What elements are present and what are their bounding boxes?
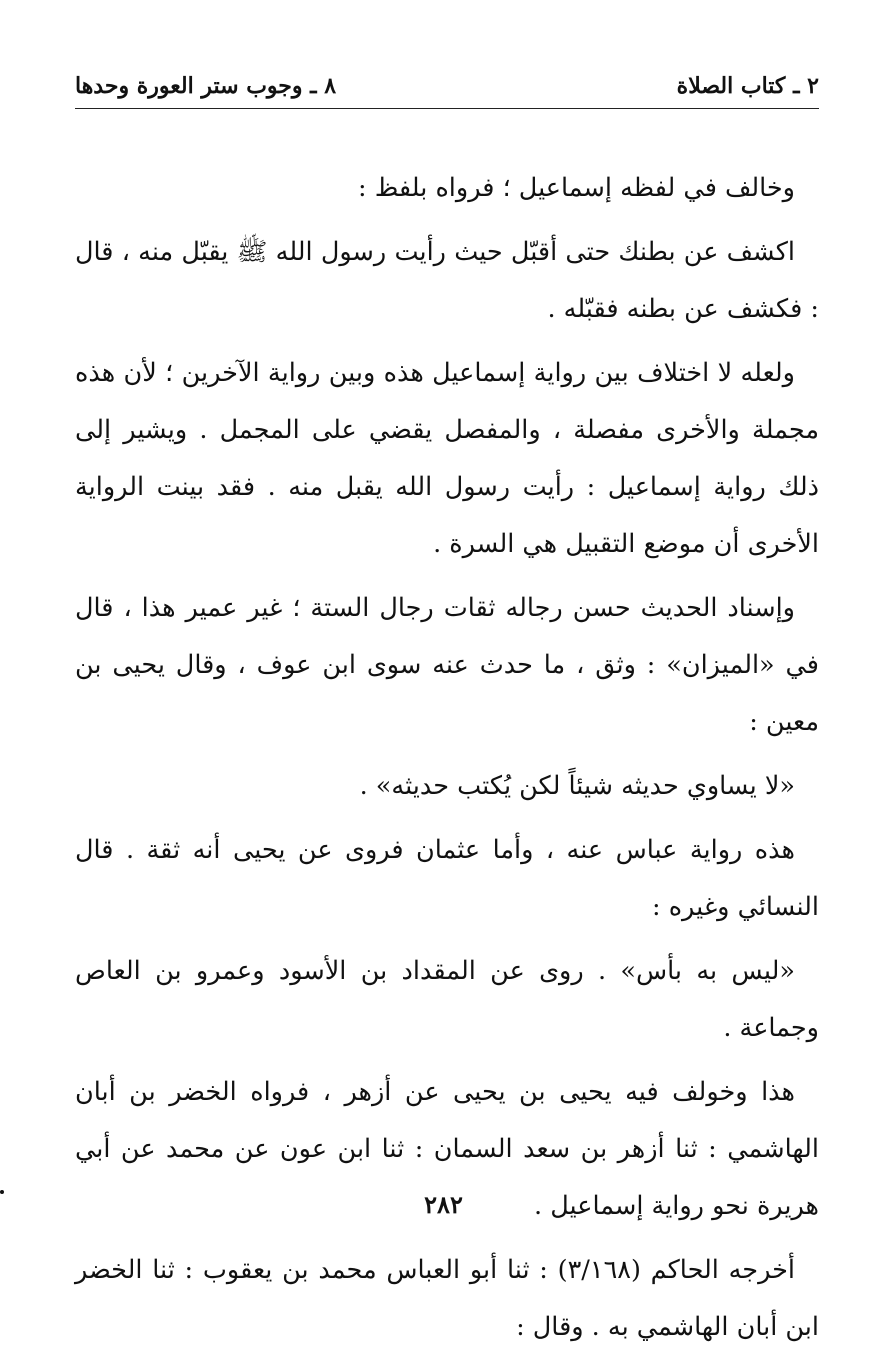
paragraph: هذا وخولف فيه يحيى بن يحيى عن أزهر ، فرواه الخضر بن أبان الهاشمي : ثنا أزهر بن سعد السمان : ثنا ابن عون عن محمد عن أبي هريرة نحو رواية إسماعيل . [75,1077,819,1221]
page-number: ٢٨٢ [424,1190,463,1219]
quoted-paragraph: «لا يساوي حديثه شيئاً لكن يُكتب حديثه» . [359,771,795,801]
quoted-paragraph: «ليس به بأس» . روى عن المقداد بن الأسود وعمرو بن العاص وجماعة . [75,956,819,1043]
chapter-title: ٢ ـ كتاب الصلاة [676,73,819,99]
running-header [75,66,819,106]
paragraph: وخالف في لفظه إسماعيل ؛ فرواه بلفظ : [358,173,795,203]
paragraph: أخرجه الحاكم (٣/١٦٨) : ثنا أبو العباس محمد بن يعقوب : ثنا الخضر ابن أبان الهاشمي به . وقال : [75,1255,819,1342]
paragraph: وإسناد الحديث حسن رجاله ثقات رجال الستة ؛ غير عمير هذا ، قال في «الميزان» : وثق ، ما حدث عنه سوى ابن عوف ، وقال يحيى بن معين : [75,593,819,737]
paragraph: ولعله لا اختلاف بين رواية إسماعيل هذه وبين رواية الآخرين ؛ لأن هذه مجملة والأخرى مفصلة ، والمفصل يقضي على المجمل . ويشير إلى ذلك رواية إسماعيل : رأيت رسول الله يقبل منه . فقد بينت الرواية الأخرى أن موضع التقبيل هي السرة . [75,358,819,559]
section-title: ٨ ـ وجوب ستر العورة وحدها [75,73,337,99]
paragraph: هذه رواية عباس عنه ، وأما عثمان فروى عن يحيى أنه ثقة . قال النسائي وغيره : [75,835,819,922]
margin-mark [0,1190,4,1194]
body-text [75,160,819,1363]
header-rule [75,108,819,109]
paragraph: اكشف عن بطنك حتى أقبّل حيث رأيت رسول الله ﷺ يقبّل منه ، قال : فكشف عن بطنه فقبّله . [75,237,819,324]
